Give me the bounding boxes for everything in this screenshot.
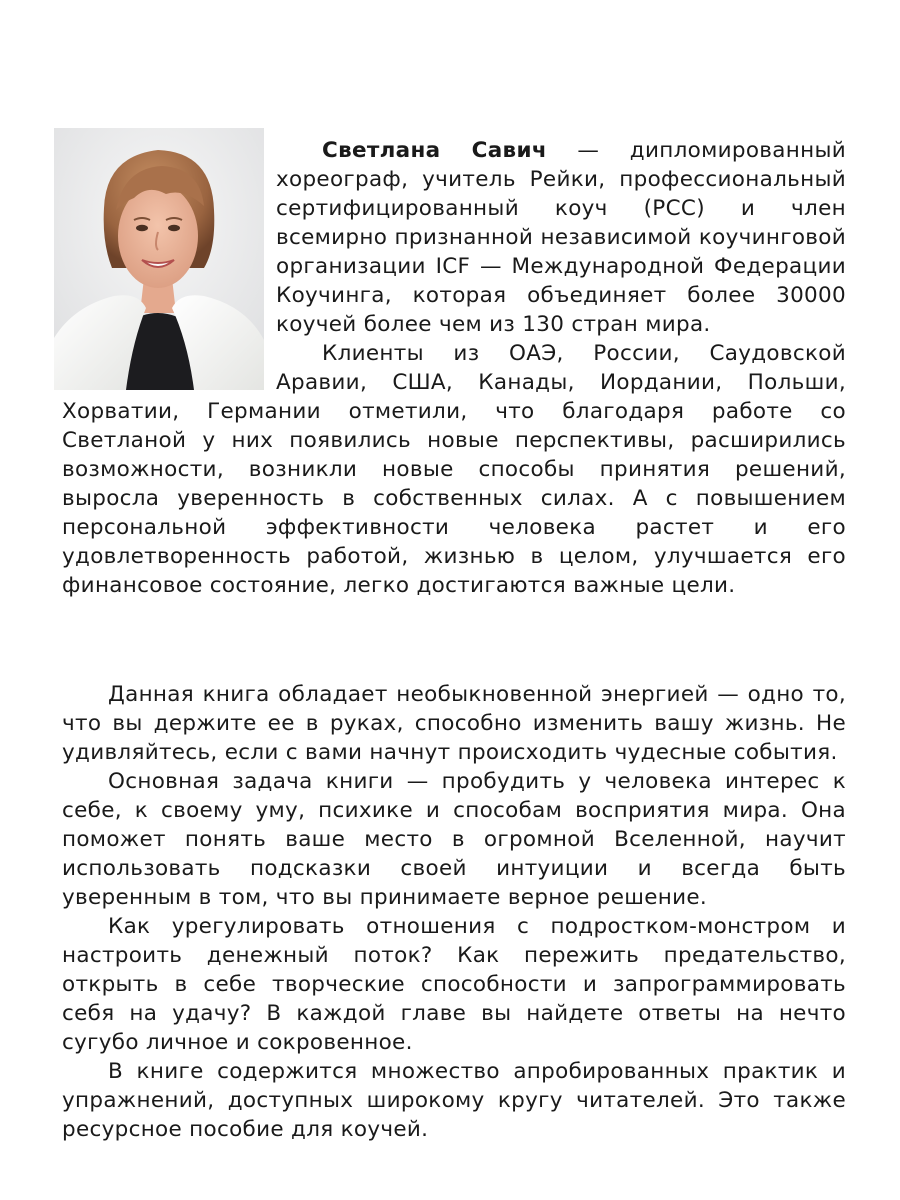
author-portrait-image: [54, 128, 264, 390]
author-bio: [62, 128, 846, 600]
book-description: [62, 680, 846, 1144]
description-paragraph: Как урегулировать отношения с подростком-монстром и настроить денежный поток? Как пережить предательство, открыть в себе творческие способности и запрограммировать себя на удачу? В каждой главе вы найдете ответы на нечто сугубо личное и сокровенное.: [62, 914, 846, 1055]
author-name: Светлана Савич: [322, 138, 547, 163]
description-paragraph: Основная задача книги — пробудить у человека интерес к себе, к своему уму, психике и способам восприятия мира. Она поможет понять ваше место в огромной Вселенной, научит использовать подсказки своей интуиции и всегда быть уверенным в том, что вы принимаете верное решение.: [62, 769, 846, 910]
author-clients-paragraph: Клиенты из ОАЭ, России, Саудовской Аравии, США, Канады, Иордании, Польши, Хорватии, Германии отметили, что благодаря работе со Светланой у них появились новые перспективы, расширились возможности, возникли новые способы принятия решений, выросла уверенность в собственных силах. А с повышением персональной эффективности человека растет и его удовлетворенность работой, жизнью в целом, улучшается его финансовое состояние, легко достигаются важные цели.: [62, 341, 846, 598]
author-portrait: [54, 128, 264, 390]
description-paragraph: Данная книга обладает необыкновенной энергией — одно то, что вы держите ее в руках, способно изменить вашу жизнь. Не удивляйтесь, если с вами начнут происходить чудесные события.: [62, 682, 846, 765]
author-intro-text: — дипломированный хореограф, учитель Рейки, профессиональный сертифицированный коуч (PCC) и член всемирно признанной независимой коучинговой организации ICF — Международной Федерации Коучинга, которая объединяет более 30000 коучей более чем из 130 стран мира.: [276, 138, 846, 337]
description-paragraph: В книге содержится множество апробированных практик и упражнений, доступных широкому кругу читателей. Это также ресурсное пособие для коучей.: [62, 1059, 846, 1142]
